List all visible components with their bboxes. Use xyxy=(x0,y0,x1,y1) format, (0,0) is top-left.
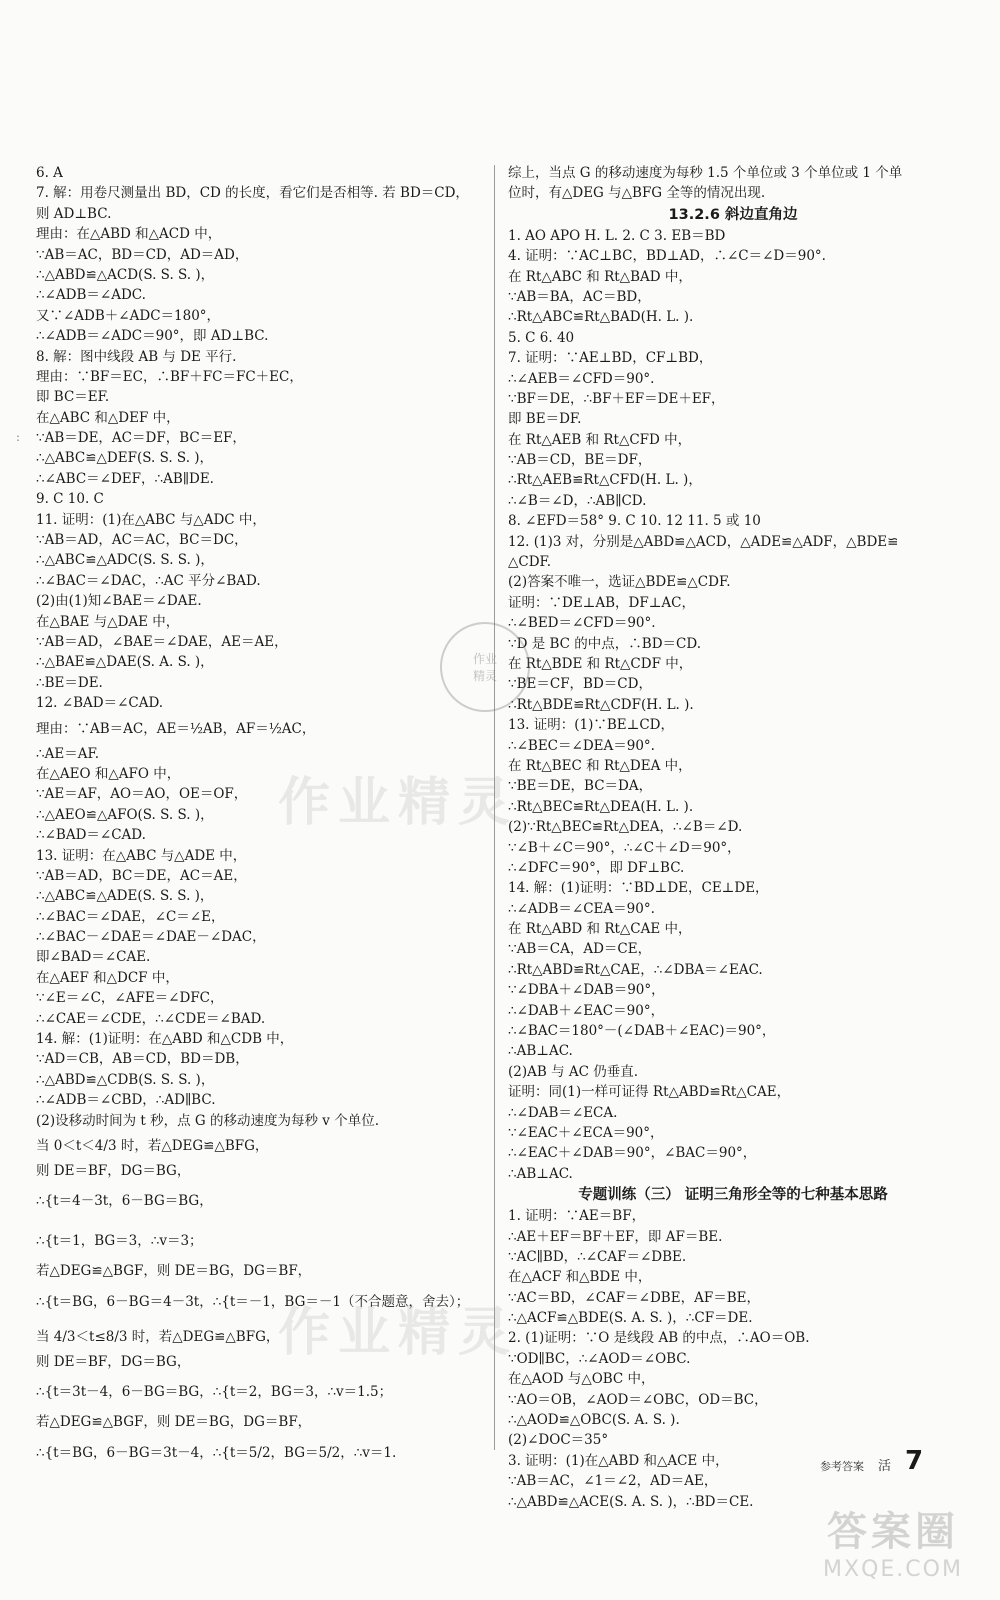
answer-line: (2)答案不唯一，选证△BDE≌△CDF. xyxy=(508,574,731,591)
answer-line: 在△AEO 和△AFO 中， xyxy=(36,765,181,782)
answer-line: 在△ABC 和△DEF 中， xyxy=(36,409,180,426)
answer-line: 3. 证明：(1)在△ABD 和△ACE 中， xyxy=(508,1452,729,1469)
answer-line: 在 Rt△ABC 和 Rt△BAD 中， xyxy=(508,268,692,285)
section-heading-13-2-6: 13.2.6 斜边直角边 xyxy=(668,206,798,223)
answer-line: 在△AEF 和△DCF 中， xyxy=(36,969,179,986)
stamp-line: 精灵 xyxy=(472,669,497,683)
left-column xyxy=(36,163,484,1473)
answer-line: 若△DEG≌△BGF，则 DE＝BG，DG＝BF， xyxy=(36,1414,312,1431)
answer-line: ∴Rt△ABD≌Rt△CAE，∴∠DBA＝∠EAC. xyxy=(508,961,763,978)
answer-line: ∴△ABD≌△CDB(S. S. S. )， xyxy=(36,1071,215,1088)
answer-line: 1. 证明：∵AE＝BF， xyxy=(508,1208,646,1225)
answer-line: ∵∠B＋∠C＝90°，∴∠C＋∠D＝90°， xyxy=(508,839,741,856)
answer-line: (2)设移动时间为 t 秒，点 G 的移动速度为每秒 v 个单位. xyxy=(36,1112,379,1129)
answer-line: ∴△AEO≌△AFO(S. S. S. )， xyxy=(36,806,214,823)
answer-line: ∴AE＋EF＝BF＋EF，即 AF＝BE. xyxy=(508,1228,723,1245)
page-footer xyxy=(820,1448,923,1474)
answer-line: 14. 解：(1)证明：在△ABD 和△CDB 中， xyxy=(36,1031,294,1048)
answer-line: 在 Rt△AEB 和 Rt△CFD 中， xyxy=(508,431,692,448)
answer-line: 理由：∵AB＝AC，AE＝½AB，AF＝½AC， xyxy=(36,720,316,737)
watermark-text: 作业精灵 xyxy=(278,1303,519,1363)
answer-line: 9. C 10. C xyxy=(36,491,104,508)
answer-line: ∴∠B＝∠D，∴AB∥CD. xyxy=(508,492,647,509)
answer-line: 当 4/3＜t≤8/3 时，若△DEG≌△BFG， xyxy=(36,1328,280,1345)
answer-line: ∴Rt△BEC≌Rt△DEA(H. L. ). xyxy=(508,798,694,815)
margin-mark: : xyxy=(16,430,21,444)
answer-line: 理由：在△ABD 和△ACD 中， xyxy=(36,226,222,243)
answer-line: 13. 证明：(1)∵BE⊥CD， xyxy=(508,717,675,734)
answer-line: ∵BF＝DE，∴BF＋EF＝DE＋EF， xyxy=(508,390,725,407)
answer-line: 在△BAE 与△DAE 中， xyxy=(36,613,180,630)
answer-line: ∴∠DFC＝90°，即 DF⊥BC. xyxy=(508,859,685,876)
answer-line: 6. A xyxy=(36,165,63,181)
answer-line: 在 Rt△BDE 和 Rt△CDF 中， xyxy=(508,655,693,672)
answer-line: ∴∠EAC＋∠DAB＝90°，∠BAC＝90°， xyxy=(508,1145,757,1162)
answer-line: 5. C 6. 40 xyxy=(508,329,575,346)
answer-line: ∵AB＝AC，BD＝CD，AD＝AD， xyxy=(36,246,249,263)
answer-line: 2. (1)证明：∵O 是线段 AB 的中点，∴AO＝OB. xyxy=(508,1330,810,1347)
section-heading-special-training: 专题训练（三） 证明三角形全等的七种基本思路 xyxy=(578,1187,888,1204)
answer-line: △CDF. xyxy=(508,554,552,571)
answer-line: ∴BE＝DE. xyxy=(36,674,103,691)
stamp-line: 作业 xyxy=(472,652,497,666)
answer-line: (2)AB 与 AC 仍垂直. xyxy=(508,1063,639,1080)
answer-line: ∴∠DAB＋∠EAC＝90°， xyxy=(508,1002,665,1019)
answer-line: 证明：同(1)一样可证得 Rt△ABD≌Rt△CAE， xyxy=(508,1084,791,1101)
answer-line: ∴∠BAD＝∠CAD. xyxy=(36,827,146,844)
answer-line: ∴∠BAC＝∠DAE，∠C＝∠E， xyxy=(36,908,225,925)
answer-line: 在△AOD 与△OBC 中， xyxy=(508,1371,655,1388)
answer-line: 14. 解：(1)证明：∵BD⊥DE，CE⊥DE， xyxy=(508,880,769,897)
answer-line: ∴∠DAB＝∠ECA. xyxy=(508,1104,618,1121)
corner-logo-icon xyxy=(808,1500,978,1590)
answer-line: ∵AB＝CA，AD＝CE， xyxy=(508,941,652,958)
answer-line: ∴△ABC≌△DEF(S. S. S. )， xyxy=(36,450,214,467)
answer-line: ∴∠ADB＝∠ADC. xyxy=(36,287,146,304)
answer-line: 12. (1)3 对，分别是△ABD≌△ACD，△ADE≌△ADF，△BDE≌ xyxy=(508,533,899,550)
answer-line: 则 AD⊥BC. xyxy=(36,205,112,222)
answer-line: 7. 证明：∵AE⊥BD，CF⊥BD， xyxy=(508,350,713,367)
answer-line: ∴△ABC≌△ADE(S. S. S. )， xyxy=(36,888,214,905)
answer-line: ∴∠BAC＝∠DAC，∴AC 平分∠BAD. xyxy=(36,572,261,589)
answer-line: ∴Rt△BDE≌Rt△CDF(H. L. ). xyxy=(508,696,694,713)
answer-line: ∵AB＝CD，BE＝DF， xyxy=(508,452,652,469)
answer-line: ∴Rt△AEB≌Rt△CFD(H. L. )， xyxy=(508,472,702,489)
answer-line: ∵AO＝OB，∠AOD＝∠OBC，OD＝BC， xyxy=(508,1391,768,1408)
answer-line: ∴{t＝3t－4，6－BG＝BG，∴{t＝2，BG＝3，∴v＝1.5； xyxy=(36,1384,393,1401)
answer-line: 8. ∠EFD＝58° 9. C 10. 12 11. 5 或 10 xyxy=(508,513,761,530)
answer-line: 综上，当点 G 的移动速度为每秒 1.5 个单位或 3 个单位或 1 个单 xyxy=(508,165,903,181)
answer-line: 8. 解：图中线段 AB 与 DE 平行. xyxy=(36,348,237,365)
answer-line: 即 BC＝EF. xyxy=(36,389,110,406)
answer-line: ∴{t＝BG，6－BG＝4－3t，∴{t＝－1，BG＝－1（不合题意，舍去）； xyxy=(36,1293,470,1310)
answer-line: 即∠BAD＝∠CAE. xyxy=(36,949,151,966)
answer-line: ∵AD＝CB，AB＝CD，BD＝DB， xyxy=(36,1051,249,1068)
right-column xyxy=(508,163,958,1512)
answer-line: ∵AB＝AD，BC＝DE，AC＝AE， xyxy=(36,867,247,884)
answer-line: ∴△ABC≌△ADC(S. S. S. )， xyxy=(36,552,214,569)
answer-line: 证明：∵DE⊥AB，DF⊥AC， xyxy=(508,594,696,611)
answer-line: ∵D 是 BC 的中点，∴BD＝CD. xyxy=(508,635,701,652)
logo-text: 答案圈 xyxy=(827,1509,959,1555)
answer-line: 则 DE＝BF，DG＝BG， xyxy=(36,1353,191,1370)
page-number: 7 xyxy=(905,1446,924,1476)
answer-line: ∴∠ABC＝∠DEF，∴AB∥DE. xyxy=(36,470,214,487)
answer-line: ∴{t＝BG，6－BG＝3t－4，∴{t＝5/2，BG＝5/2，∴v＝1. xyxy=(36,1444,397,1461)
answer-line: ∵OD∥BC，∴∠AOD＝∠OBC. xyxy=(508,1350,691,1367)
answer-line: 11. 证明：(1)在△ABC 与△ADC 中， xyxy=(36,511,266,528)
answer-line: 又∵∠ADB＋∠ADC＝180°， xyxy=(36,307,221,324)
answer-line: ∵AB＝BA，AC＝BD， xyxy=(508,288,651,305)
answer-line: (2)∠DOC＝35° xyxy=(508,1432,609,1449)
answer-line: 在 Rt△BEC 和 Rt△DEA 中， xyxy=(508,757,692,774)
answer-line: ∴AB⊥AC. xyxy=(508,1165,573,1182)
answer-line: ∵BE＝DE，BC＝DA， xyxy=(508,778,653,795)
answer-line: ∴∠ADB＝∠ADC＝90°，即 AD⊥BC. xyxy=(36,328,269,345)
answer-line: ∴{t＝4－3t，6－BG＝BG， xyxy=(36,1193,213,1210)
answer-line: ∴∠ADB＝∠CBD，∴AD∥BC. xyxy=(36,1092,216,1109)
answer-line: 12. ∠BAD＝∠CAD. xyxy=(36,695,164,712)
logo-url: MXQE.COM xyxy=(823,1557,963,1582)
answer-line: 若△DEG≌△BGF，则 DE＝BG，DG＝BF， xyxy=(36,1263,312,1280)
answer-line: (2)∵Rt△BEC≌Rt△DEA，∴∠B＝∠D. xyxy=(508,819,743,836)
answer-line: ∵∠DBA＋∠DAB＝90°， xyxy=(508,982,665,999)
answer-line: ∴△ACF≌△BDE(S. A. S. )，∴CF＝DE. xyxy=(508,1310,753,1327)
answer-line: ∵BE＝CF，BD＝CD， xyxy=(508,676,652,693)
answer-line: ∵AE＝AF，AO＝AO，OE＝OF， xyxy=(36,786,248,803)
answer-line: 当 0＜t＜4/3 时，若△DEG≌△BFG， xyxy=(36,1137,269,1154)
answer-line: ∴∠CAE＝∠CDE，∴∠CDE＝∠BAD. xyxy=(36,1010,266,1027)
answer-line: ∵AB＝DE，AC＝DF，BC＝EF， xyxy=(36,430,246,447)
answer-line: 1. AO APO H. L. 2. C 3. EB＝BD xyxy=(508,227,726,244)
answer-line: 在△ACF 和△BDE 中， xyxy=(508,1269,652,1286)
answer-line: 在 Rt△ABD 和 Rt△CAE 中， xyxy=(508,921,692,938)
answer-line: ∴AB⊥AC. xyxy=(508,1043,573,1060)
answer-line: ∴∠BED＝∠CFD＝90°. xyxy=(508,615,656,632)
answer-line: 位时，有△DEG 与△BFG 全等的情况出现. xyxy=(508,185,766,202)
answer-line: ∴∠BAC－∠DAE＝∠DAE－∠DAC， xyxy=(36,929,266,946)
column-divider xyxy=(494,165,495,1450)
footer-label: 参考答案 xyxy=(820,1460,864,1473)
answer-line: ∵AB＝AC，∠1＝∠2，AD＝AE， xyxy=(508,1473,718,1490)
answer-line: 即 BE＝DF. xyxy=(508,411,582,428)
answer-line: ∴∠ADB＝∠CEA＝90°. xyxy=(508,900,655,917)
answer-line: ∴Rt△ABC≌Rt△BAD(H. L. ). xyxy=(508,309,694,326)
answer-line: 7. 解：用卷尺测量出 BD，CD 的长度，看它们是否相等. 若 BD＝CD， xyxy=(36,185,469,202)
answer-line: ∵AC∥BD，∴∠CAF＝∠DBE. xyxy=(508,1248,687,1265)
answer-line: 理由：∵BF＝EC，∴BF＋FC＝FC＋EC， xyxy=(36,368,303,385)
answer-line: 则 DE＝BF，DG＝BG， xyxy=(36,1162,191,1179)
answer-line: ∴△ABD≌△ACD(S. S. S. )， xyxy=(36,266,215,283)
answer-line: ∴∠BEC＝∠DEA＝90°. xyxy=(508,737,655,754)
watermark-text: 作业精灵 xyxy=(278,773,519,833)
answer-line: (2)由(1)知∠BAE＝∠DAE. xyxy=(36,593,202,610)
footer-prefix: 活 xyxy=(878,1459,892,1474)
answer-line: ∵AB＝AD，∠BAE＝∠DAE，AE＝AE， xyxy=(36,633,288,650)
answer-line: ∵AC＝BD，∠CAF＝∠DBE，AF＝BE， xyxy=(508,1289,760,1306)
answer-line: ∴△ABD≌△ACE(S. A. S. )，∴BD＝CE. xyxy=(508,1493,754,1510)
stamp-icon xyxy=(440,622,530,712)
answer-line: ∴∠BAC＝180°－(∠DAB＋∠EAC)＝90°， xyxy=(508,1023,776,1040)
answer-line: 4. 证明：∵AC⊥BC，BD⊥AD，∴∠C＝∠D＝90°. xyxy=(508,248,826,265)
answer-line: ∵AB＝AD，AC＝AC，BC＝DC， xyxy=(36,532,248,549)
answer-line: 13. 证明：在△ABC 与△ADE 中， xyxy=(36,847,247,864)
answer-line: ∴AE＝AF. xyxy=(36,745,99,762)
answer-line: ∵∠E＝∠C，∠AFE＝∠DFC， xyxy=(36,990,224,1007)
answer-line: ∴{t＝1，BG＝3，∴v＝3； xyxy=(36,1233,203,1250)
answer-line: ∴△BAE≌△DAE(S. A. S. )， xyxy=(36,654,214,671)
answer-line: ∴∠AEB＝∠CFD＝90°. xyxy=(508,370,655,387)
answer-line: ∵∠EAC＋∠ECA＝90°， xyxy=(508,1124,664,1141)
answer-line: ∴△AOD≌△OBC(S. A. S. ). xyxy=(508,1412,680,1429)
